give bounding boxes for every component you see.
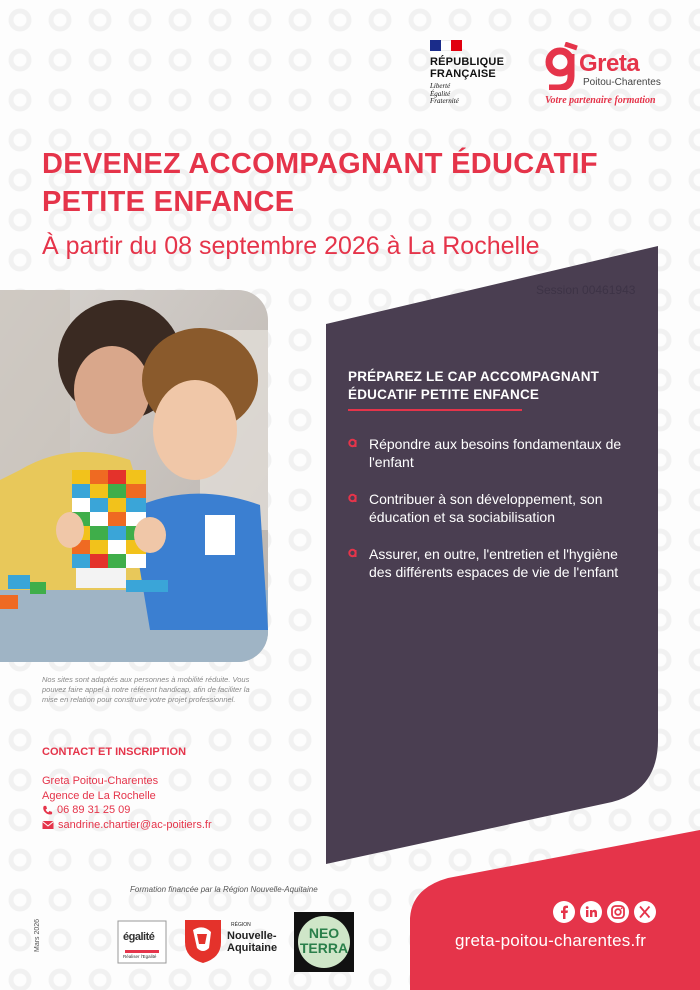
greta-bullet-icon bbox=[348, 493, 358, 503]
social-links bbox=[553, 901, 661, 923]
contact-org: Greta Poitou-Charentes bbox=[42, 775, 159, 787]
linkedin-icon[interactable] bbox=[580, 901, 602, 923]
bullet-text: Contribuer à son développement, son éducation et sa sociabilisation bbox=[369, 491, 603, 525]
instagram-icon[interactable] bbox=[607, 901, 629, 923]
greta-brand: Greta bbox=[579, 50, 640, 77]
session-number: Session 00461943 bbox=[536, 283, 636, 297]
funding-statement: Formation financée par la Région Nouvelle-Aquitaine bbox=[130, 885, 318, 894]
republique-motto: Liberté Égalité Fraternité bbox=[430, 82, 459, 105]
contact-agency: Agence de La Rochelle bbox=[42, 789, 156, 802]
email-icon bbox=[42, 820, 54, 830]
republique-francaise-logo bbox=[430, 40, 520, 106]
cap-panel bbox=[348, 368, 638, 600]
list-item bbox=[348, 545, 638, 581]
region-name: Nouvelle- Aquitaine bbox=[227, 930, 278, 954]
greta-region: Poitou-Charentes bbox=[583, 77, 661, 88]
greta-g-icon bbox=[543, 42, 579, 90]
panel-title-underline bbox=[348, 409, 522, 411]
republique-name: RÉPUBLIQUE FRANÇAISE bbox=[430, 56, 505, 80]
bullet-text: Répondre aux besoins fondamentaux de l'enfant bbox=[369, 436, 622, 470]
page-title: DEVENEZ ACCOMPAGNANT ÉDUCATIF PETITE ENFANCE bbox=[42, 148, 598, 218]
nouvelle-aquitaine-logo bbox=[183, 918, 288, 964]
list-item bbox=[348, 435, 638, 471]
region-shield-icon bbox=[183, 918, 223, 964]
x-icon[interactable] bbox=[634, 901, 656, 923]
neoterra-text: NEO TERRA bbox=[299, 925, 349, 956]
neoterra-logo bbox=[294, 912, 354, 972]
greta-bullet-icon bbox=[348, 548, 358, 558]
contact-heading: CONTACT ET INSCRIPTION bbox=[42, 746, 187, 758]
egalite-sub: Réaliser l'Egalité bbox=[123, 954, 157, 959]
website-link[interactable]: greta-poitou-charentes.fr bbox=[455, 931, 647, 950]
accessibility-note: Nos sites sont adaptés aux personnes à mobilité réduite. Vous pouvez faire appel à notre référent handicap, afin de faciliter la mise en relation pour construire votre projet professionnel. bbox=[42, 675, 250, 704]
contact-email[interactable]: sandrine.chartier@ac-poitiers.fr bbox=[58, 818, 212, 831]
contact-phone[interactable]: 06 89 31 25 09 bbox=[57, 804, 131, 816]
hero-photo bbox=[0, 290, 268, 662]
greta-bullet-icon bbox=[348, 438, 358, 448]
publication-date: Mars 2026 bbox=[34, 918, 41, 952]
egalite-logo bbox=[117, 920, 167, 964]
start-date-subtitle: À partir du 08 septembre 2026 à La Rochelle bbox=[42, 232, 540, 260]
greta-logo bbox=[543, 42, 668, 112]
greta-tagline: Votre partenaire formation bbox=[545, 95, 656, 106]
phone-row[interactable] bbox=[42, 803, 212, 818]
facebook-icon[interactable] bbox=[553, 901, 575, 923]
french-flag-icon bbox=[430, 40, 462, 51]
list-item bbox=[348, 490, 638, 526]
region-small-label: RÉGION bbox=[231, 922, 251, 928]
bullet-text: Assurer, en outre, l'entretien et l'hygiène des différents espaces de vie de l'enfant bbox=[369, 546, 619, 580]
panel-title: PRÉPAREZ LE CAP ACCOMPAGNANT ÉDUCATIF PETITE ENFANCE bbox=[348, 369, 600, 402]
email-row[interactable] bbox=[42, 818, 212, 833]
phone-icon bbox=[42, 805, 53, 816]
contact-block bbox=[42, 774, 212, 832]
egalite-word: égalité bbox=[123, 931, 155, 943]
